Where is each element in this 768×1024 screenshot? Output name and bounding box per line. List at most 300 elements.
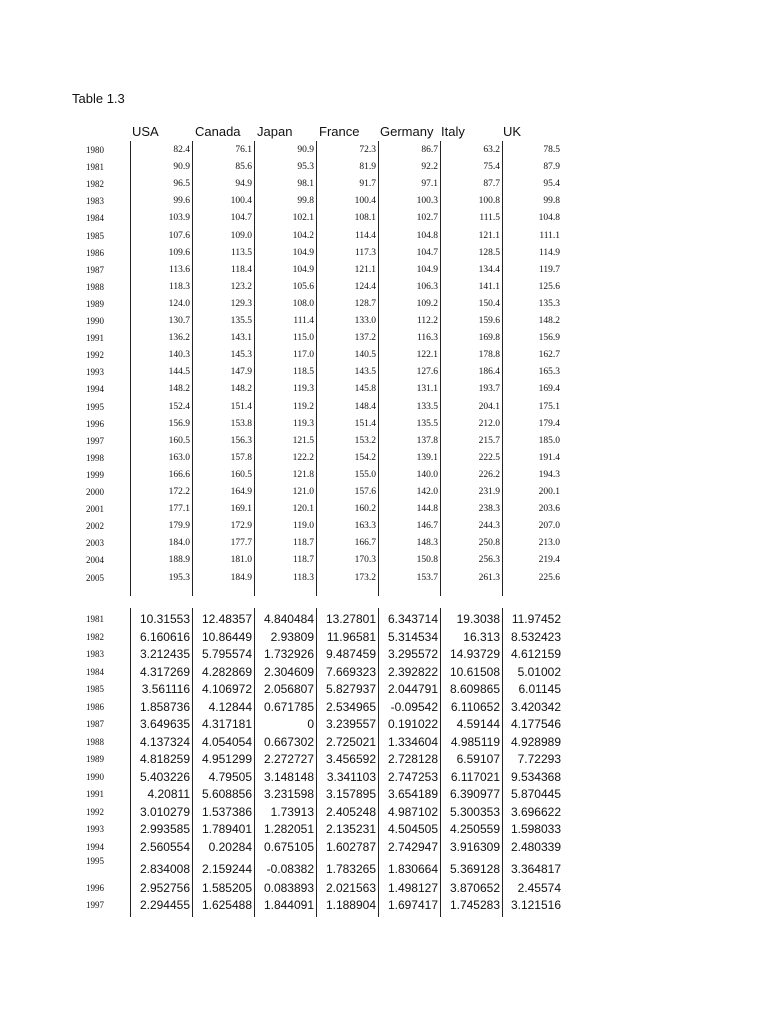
value-cell: 100.4: [230, 196, 252, 207]
value-cell: 102.1: [292, 213, 314, 224]
value-cell: 2.742947: [387, 839, 438, 854]
value-cell: 7.72293: [517, 752, 561, 766]
table-row: [0, 518, 768, 534]
value-cell: 166.7: [354, 538, 376, 549]
value-cell: 118.5: [292, 367, 314, 378]
value-cell: 4.177546: [510, 717, 561, 731]
table-row: [0, 364, 768, 380]
value-cell: 178.8: [478, 350, 500, 361]
value-cell: 3.420342: [510, 699, 561, 714]
value-cell: 1.858736: [139, 699, 190, 714]
value-cell: 3.364817: [510, 862, 561, 876]
value-cell: 85.6: [235, 162, 252, 173]
table-row: [0, 611, 768, 627]
value-cell: 4.12844: [208, 699, 252, 714]
value-cell: 256.3: [478, 555, 500, 566]
value-cell: 11.96581: [326, 629, 376, 644]
value-cell: 169.8: [478, 333, 500, 344]
table-title: Table 1.3: [72, 91, 125, 106]
value-cell: 225.6: [538, 572, 560, 583]
year-cell: 1982: [86, 631, 104, 642]
value-cell: 5.01002: [517, 664, 561, 679]
value-cell: 114.9: [538, 247, 560, 258]
value-cell: 154.2: [354, 452, 376, 463]
value-cell: 156.9: [538, 333, 560, 344]
value-cell: 4.054054: [201, 734, 252, 749]
year-cell: 1989: [86, 754, 104, 764]
value-cell: 72.3: [359, 145, 376, 155]
table-row: [0, 804, 768, 820]
value-cell: 4.20811: [147, 787, 190, 801]
value-cell: 147.9: [230, 367, 252, 378]
table-row: [0, 347, 768, 363]
value-cell: 160.5: [230, 469, 252, 480]
value-cell: 169.4: [538, 384, 560, 395]
value-cell: 231.9: [478, 487, 500, 497]
table-row: [0, 646, 768, 662]
year-cell: 1991: [86, 789, 104, 799]
value-cell: 179.9: [168, 521, 190, 532]
value-cell: -0.08382: [266, 862, 314, 876]
value-cell: 150.8: [416, 555, 438, 566]
value-cell: 6.390977: [449, 787, 500, 801]
value-cell: 10.31553: [139, 612, 190, 626]
table-row: [0, 769, 768, 785]
value-cell: 135.3: [538, 298, 560, 309]
value-cell: 160.5: [168, 435, 190, 446]
table-row: [0, 296, 768, 312]
table-row: [0, 433, 768, 449]
value-cell: 4.818259: [139, 752, 190, 766]
year-cell: 1994: [86, 841, 104, 852]
value-cell: 160.2: [354, 504, 376, 515]
year-cell: 1983: [86, 196, 104, 207]
value-cell: 212.0: [478, 418, 500, 429]
value-cell: 116.3: [416, 333, 438, 344]
value-cell: 244.3: [478, 521, 500, 532]
value-cell: 152.4: [168, 401, 190, 412]
value-cell: 75.4: [483, 162, 500, 173]
value-cell: 0.191022: [387, 717, 438, 731]
table-row: [0, 856, 768, 877]
year-cell: 1994: [86, 384, 104, 395]
table-row: [0, 330, 768, 346]
value-cell: 2.560554: [139, 839, 190, 854]
value-cell: 87.7: [483, 179, 500, 190]
value-cell: 9.534368: [510, 769, 561, 784]
value-cell: 4.928989: [510, 734, 561, 749]
value-cell: 3.212435: [139, 647, 190, 661]
value-cell: 5.870445: [510, 787, 561, 801]
value-cell: 99.8: [297, 196, 314, 207]
value-cell: 1.498127: [387, 880, 438, 895]
value-cell: 1.282051: [263, 822, 314, 836]
value-cell: 100.3: [416, 196, 438, 207]
value-cell: 3.157895: [325, 787, 376, 801]
table-row: [0, 734, 768, 750]
value-cell: 226.2: [478, 469, 500, 480]
value-cell: 1.745283: [449, 898, 500, 912]
value-cell: 144.5: [168, 367, 190, 378]
value-cell: 141.1: [478, 281, 500, 292]
value-cell: 121.5: [292, 435, 314, 446]
value-cell: 148.2: [230, 384, 252, 395]
year-cell: 1997: [86, 435, 104, 446]
value-cell: 213.0: [538, 538, 560, 549]
value-cell: 2.304609: [263, 664, 314, 679]
value-cell: 90.9: [173, 162, 190, 173]
table-row: [0, 399, 768, 415]
value-cell: 120.1: [292, 504, 314, 515]
year-cell: 1992: [86, 806, 104, 817]
value-cell: 107.6: [168, 230, 190, 241]
value-cell: 1.783265: [325, 862, 376, 876]
value-cell: 82.4: [173, 145, 190, 155]
value-cell: 102.7: [416, 213, 438, 224]
value-cell: 134.4: [478, 264, 500, 275]
column-header-germany: Germany: [380, 124, 434, 139]
table-row: [0, 821, 768, 837]
value-cell: 96.5: [173, 179, 190, 190]
value-cell: 185.0: [538, 435, 560, 446]
value-cell: 7.669323: [325, 664, 376, 679]
value-cell: 127.6: [416, 367, 438, 378]
value-cell: 0.20284: [208, 839, 252, 854]
table-row: [0, 450, 768, 466]
value-cell: 92.2: [421, 162, 438, 173]
value-cell: 131.1: [416, 384, 438, 395]
year-cell: 1992: [86, 350, 104, 361]
value-cell: 121.0: [292, 487, 314, 497]
year-cell: 1990: [86, 771, 104, 782]
value-cell: 215.7: [478, 435, 500, 446]
value-cell: 172.9: [230, 521, 252, 532]
value-cell: 95.4: [543, 179, 560, 190]
value-cell: 1.188904: [325, 898, 376, 912]
value-cell: 0.671785: [263, 699, 314, 714]
value-cell: 3.239557: [325, 717, 376, 731]
table-row: [0, 142, 768, 158]
value-cell: 156.9: [168, 418, 190, 429]
value-cell: 111.1: [539, 230, 560, 241]
value-cell: 156.3: [230, 435, 252, 446]
value-cell: 6.160616: [139, 629, 190, 644]
value-cell: 122.2: [292, 452, 314, 463]
value-cell: 119.3: [292, 418, 314, 429]
value-cell: 99.6: [173, 196, 190, 207]
year-cell: 1996: [86, 418, 104, 429]
value-cell: 122.1: [416, 350, 438, 361]
value-cell: 146.7: [416, 521, 438, 532]
table-row: [0, 570, 768, 586]
value-cell: 104.9: [292, 264, 314, 275]
value-cell: 163.3: [354, 521, 376, 532]
value-cell: 4.840484: [263, 612, 314, 626]
table-row: [0, 880, 768, 896]
value-cell: 3.916309: [449, 839, 500, 854]
column-header-italy: Italy: [441, 124, 465, 139]
value-cell: 186.4: [478, 367, 500, 378]
value-cell: 117.3: [354, 247, 376, 258]
value-cell: 143.5: [354, 367, 376, 378]
value-cell: 128.7: [354, 298, 376, 309]
value-cell: 4.137324: [139, 734, 190, 749]
value-cell: 118.4: [230, 264, 252, 275]
value-cell: 3.341103: [326, 769, 376, 784]
value-cell: 0: [307, 717, 314, 731]
value-cell: 1.73913: [270, 804, 314, 819]
value-cell: 87.9: [543, 162, 560, 173]
table-row: [0, 484, 768, 500]
value-cell: 104.2: [292, 230, 314, 241]
table-row: [0, 629, 768, 645]
value-cell: 162.7: [538, 350, 560, 361]
value-cell: 128.5: [478, 247, 500, 258]
value-cell: 2.405248: [325, 804, 376, 819]
value-cell: 119.7: [538, 264, 560, 275]
table-row: [0, 501, 768, 517]
value-cell: 157.8: [230, 452, 252, 463]
value-cell: 104.9: [416, 264, 438, 275]
value-cell: 2.044791: [387, 682, 438, 696]
table-row: [0, 897, 768, 913]
value-cell: 94.9: [235, 179, 252, 190]
value-cell: 151.4: [230, 401, 252, 412]
value-cell: 153.7: [416, 572, 438, 583]
value-cell: 150.4: [478, 298, 500, 309]
year-cell: 1998: [86, 452, 104, 463]
year-cell: 1995: [86, 856, 104, 866]
value-cell: 2.952756: [139, 880, 190, 895]
value-cell: 112.2: [416, 316, 438, 326]
column-header-usa: USA: [132, 124, 159, 139]
table-row: [0, 381, 768, 397]
value-cell: 133.5: [416, 401, 438, 412]
table-row: [0, 228, 768, 244]
value-cell: 148.3: [416, 538, 438, 549]
year-cell: 1991: [86, 333, 104, 344]
year-cell: 1990: [86, 316, 104, 326]
value-cell: 222.5: [478, 452, 500, 463]
value-cell: 135.5: [230, 316, 252, 326]
year-cell: 2005: [86, 572, 104, 583]
value-cell: 129.3: [230, 298, 252, 309]
value-cell: 111.4: [293, 316, 314, 326]
value-cell: 3.231598: [263, 787, 314, 801]
table-row: [0, 681, 768, 697]
value-cell: 153.2: [354, 435, 376, 446]
value-cell: 2.392822: [387, 664, 438, 679]
value-cell: 148.2: [168, 384, 190, 395]
table-row: [0, 786, 768, 802]
table-row: [0, 751, 768, 767]
value-cell: 121.1: [478, 230, 500, 241]
value-cell: 142.0: [416, 487, 438, 497]
value-cell: 76.1: [235, 145, 252, 155]
value-cell: 145.8: [354, 384, 376, 395]
table-row: [0, 262, 768, 278]
value-cell: 8.609865: [449, 682, 500, 696]
value-cell: 2.725021: [325, 734, 376, 749]
value-cell: 119.3: [292, 384, 314, 395]
value-cell: 0.667302: [263, 734, 314, 749]
value-cell: 2.135231: [325, 822, 376, 836]
value-cell: 219.4: [538, 555, 560, 566]
value-cell: 177.1: [168, 504, 190, 515]
year-cell: 1984: [86, 213, 104, 224]
value-cell: 2.480339: [510, 839, 561, 854]
value-cell: 137.2: [354, 333, 376, 344]
year-cell: 2002: [86, 521, 104, 532]
value-cell: 2.534965: [325, 699, 376, 714]
value-cell: 121.8: [292, 469, 314, 480]
value-cell: 104.7: [416, 247, 438, 258]
value-cell: 137.8: [416, 435, 438, 446]
value-cell: 163.0: [168, 452, 190, 463]
year-cell: 1999: [86, 469, 104, 480]
year-cell: 1984: [86, 666, 104, 677]
column-header-canada: Canada: [195, 124, 241, 139]
value-cell: 6.343714: [387, 612, 438, 626]
value-cell: 157.6: [354, 487, 376, 497]
value-cell: 2.294455: [139, 898, 190, 912]
value-cell: 0.083893: [263, 880, 314, 895]
value-cell: 97.1: [421, 179, 438, 190]
value-cell: 140.3: [168, 350, 190, 361]
value-cell: 173.2: [354, 572, 376, 583]
value-cell: -0.09542: [390, 699, 438, 714]
year-cell: 1982: [86, 179, 104, 190]
value-cell: 204.1: [478, 401, 500, 412]
value-cell: 111.5: [479, 213, 500, 224]
value-cell: 165.3: [538, 367, 560, 378]
value-cell: 1.602787: [325, 839, 376, 854]
table-row: [0, 467, 768, 483]
value-cell: 4.951299: [201, 752, 252, 766]
value-cell: 238.3: [478, 504, 500, 515]
value-cell: 86.7: [421, 145, 438, 155]
table-row: [0, 193, 768, 209]
value-cell: 118.7: [292, 538, 314, 549]
value-cell: 125.6: [538, 281, 560, 292]
value-cell: 181.0: [230, 555, 252, 566]
value-cell: 99.8: [543, 196, 560, 207]
value-cell: 0.675105: [263, 839, 314, 854]
value-cell: 4.106972: [201, 682, 252, 696]
value-cell: 3.456592: [325, 752, 376, 766]
value-cell: 3.010279: [139, 804, 190, 819]
value-cell: 143.1: [230, 333, 252, 344]
value-cell: 100.4: [354, 196, 376, 207]
value-cell: 3.295572: [387, 647, 438, 661]
value-cell: 6.117021: [450, 769, 500, 784]
value-cell: 1.537386: [201, 804, 252, 819]
value-cell: 114.4: [354, 230, 376, 241]
year-cell: 1988: [86, 736, 104, 747]
value-cell: 140.0: [416, 469, 438, 480]
value-cell: 153.8: [230, 418, 252, 429]
value-cell: 115.0: [292, 333, 314, 344]
year-cell: 2003: [86, 538, 104, 549]
value-cell: 2.021563: [325, 880, 376, 895]
value-cell: 151.4: [354, 418, 376, 429]
value-cell: 118.3: [292, 572, 314, 583]
value-cell: 207.0: [538, 521, 560, 532]
value-cell: 4.317181: [201, 717, 252, 731]
value-cell: 100.8: [478, 196, 500, 207]
table-row: [0, 245, 768, 261]
value-cell: 184.0: [168, 538, 190, 549]
value-cell: 103.9: [168, 213, 190, 224]
value-cell: 1.830664: [387, 862, 438, 876]
value-cell: 2.272727: [263, 752, 314, 766]
value-cell: 9.487459: [325, 647, 376, 661]
value-cell: 13.27801: [325, 612, 376, 626]
value-cell: 118.7: [292, 555, 314, 566]
value-cell: 3.696622: [510, 804, 561, 819]
value-cell: 5.369128: [449, 862, 500, 876]
value-cell: 121.1: [354, 264, 376, 275]
value-cell: 98.1: [297, 179, 314, 190]
year-cell: 1985: [86, 230, 104, 241]
year-cell: 1988: [86, 281, 104, 292]
value-cell: 155.0: [354, 469, 376, 480]
year-cell: 1987: [86, 719, 104, 729]
year-cell: 2001: [86, 504, 104, 515]
value-cell: 4.282869: [201, 664, 252, 679]
value-cell: 16.313: [463, 629, 500, 644]
table-row: [0, 176, 768, 192]
value-cell: 108.0: [292, 298, 314, 309]
column-header-uk: UK: [503, 124, 522, 139]
value-cell: 1.598033: [510, 822, 561, 836]
value-cell: 139.1: [416, 452, 438, 463]
value-cell: 12.48357: [201, 612, 252, 626]
value-cell: 104.8: [538, 213, 560, 224]
value-cell: 109.0: [230, 230, 252, 241]
value-cell: 3.649635: [139, 717, 190, 731]
year-cell: 1996: [86, 882, 104, 893]
column-header-france: France: [319, 124, 360, 139]
value-cell: 105.6: [292, 281, 314, 292]
table-row: [0, 664, 768, 680]
value-cell: 6.59107: [456, 752, 500, 766]
value-cell: 2.834008: [139, 862, 190, 876]
value-cell: 3.654189: [387, 787, 438, 801]
value-cell: 135.5: [416, 418, 438, 429]
value-cell: 144.8: [416, 504, 438, 515]
table-row: [0, 159, 768, 175]
value-cell: 2.159244: [201, 862, 252, 876]
value-cell: 113.5: [230, 247, 252, 258]
value-cell: 1.585205: [201, 880, 252, 895]
value-cell: 4.250559: [449, 822, 500, 836]
value-cell: 95.3: [297, 162, 314, 173]
value-cell: 124.0: [168, 298, 190, 309]
value-cell: 203.6: [538, 504, 560, 515]
value-cell: 4.612159: [510, 647, 561, 661]
value-cell: 8.532423: [510, 629, 561, 644]
value-cell: 3.561116: [141, 682, 190, 696]
value-cell: 5.608856: [201, 787, 252, 801]
value-cell: 2.93809: [270, 629, 314, 644]
value-cell: 159.6: [478, 316, 500, 326]
value-cell: 90.9: [297, 145, 314, 155]
value-cell: 6.01145: [518, 682, 561, 696]
value-cell: 124.4: [354, 281, 376, 292]
year-cell: 2004: [86, 555, 104, 566]
value-cell: 148.2: [538, 316, 560, 326]
